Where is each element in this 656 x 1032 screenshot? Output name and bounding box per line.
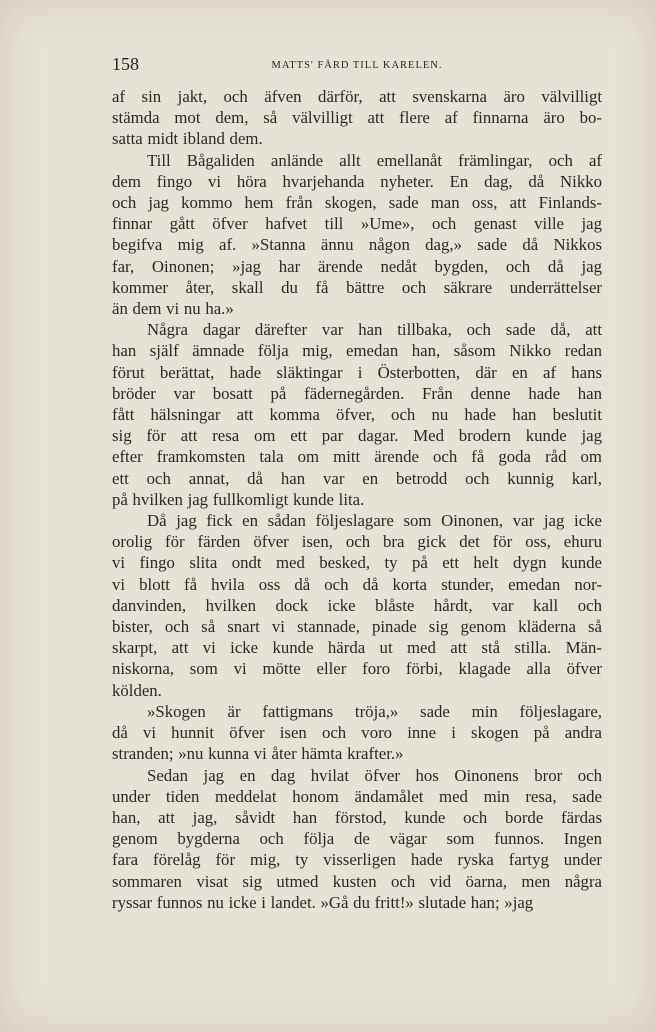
text-line: vi fingo slita ondt med besked, ty på ett helt dygn kunde: [112, 553, 602, 573]
paragraph: [112, 765, 602, 913]
text-line: Några dagar därefter var han tillbaka, och sade då, att: [147, 320, 602, 340]
text-line: fått hälsningar att komma öfver, och nu hade han beslutit: [112, 405, 602, 425]
text-line: under tiden meddelat honom ändamålet med min resa, sade: [112, 786, 602, 806]
text-line: begifva mig af. »Stanna ännu någon dag,» sade då Nikkos: [112, 235, 602, 255]
text-line: stranden; »nu kunna vi åter hämta krafter.»: [112, 744, 404, 764]
text-line: Då jag fick en sådan följeslagare som Oinonen, var jag icke: [147, 511, 602, 531]
text-line: finnar gått öfver hafvet till »Ume», och genast ville jag: [112, 214, 602, 234]
text-line: sommaren visat sig utmed kusten och vid öarna, men några: [112, 871, 602, 891]
text-line: stämda mot dem, så välvilligt att flere af finnarna äro bo-: [112, 108, 602, 128]
text-line: fara förelåg för mig, ty visserligen hade ryska fartyg under: [112, 850, 602, 870]
text-line: far, Oinonen; »jag har ärende nedåt bygden, och då jag: [112, 256, 602, 276]
text-line: dem fingo vi höra hvarjehanda nyheter. En dag, då Nikko: [112, 171, 602, 191]
page-number: 158: [112, 54, 139, 74]
running-title: MATTS' FÄRD TILL KARELEN.: [271, 60, 443, 71]
text-line: efter framkomsten tala om mitt ärende och få goda råd om: [112, 447, 602, 467]
text-line: skarpt, att vi icke kunde härda ut med att stå stilla. Män-: [112, 638, 602, 658]
text-line: han, att jag, såvidt han förstod, kunde och borde färdas: [112, 807, 602, 827]
text-line: af sin jakt, och äfven därför, att svenskarna äro välvilligt: [112, 87, 602, 106]
text-line: satta midt ibland dem.: [112, 129, 263, 149]
text-line: sig för att resa om ett par dagar. Med brodern kunde jag: [112, 426, 602, 446]
paragraph: [112, 319, 602, 510]
body-text: [112, 86, 602, 913]
text-line: niskorna, som vi mötte eller foro förbi, klagade alla öfver: [112, 659, 602, 679]
text-line: genom bygderna och följa de vägar som funnos. Ingen: [112, 829, 602, 849]
text-line: Sedan jag en dag hvilat öfver hos Oinonens bror och: [147, 765, 602, 785]
paragraph: [112, 150, 602, 320]
paragraph: [112, 701, 602, 765]
text-line: på hvilken jag fullkomligt kunde lita.: [112, 489, 365, 509]
text-line: och jag kommo hem från skogen, sade man oss, att Finlands-: [112, 193, 602, 213]
text-line: bröder var bosatt på fädernegården. Från denne hade han: [112, 383, 602, 403]
text-line: »Skogen är fattigmans tröja,» sade min följeslagare,: [147, 701, 602, 721]
paragraph: [112, 86, 602, 150]
text-line: förut berättat, hade släktingar i Österbotten, där en af hans: [112, 362, 602, 382]
text-line: än dem vi nu ha.»: [112, 299, 234, 319]
text-line: bister, och så snart vi stannade, pinade sig genom kläderna så: [112, 617, 602, 637]
text-line: kommer åter, skall du få bättre och säkrare underrättelser: [112, 277, 602, 297]
text-line: danvinden, hvilken dock icke blåste hårdt, var kall och: [112, 595, 602, 615]
text-line: ryssar funnos nu icke i landet. »Gå du fritt!» slutade han; »jag: [112, 892, 534, 912]
text-line: ett och annat, då han var en betrodd och kunnig karl,: [112, 468, 602, 488]
paragraph: [112, 510, 602, 701]
text-line: Till Bågaliden anlände allt emellanåt främlingar, och af: [147, 150, 602, 170]
text-line: han själf ämnade följa mig, emedan han, såsom Nikko redan: [112, 341, 602, 361]
page-header: [112, 54, 602, 78]
text-line: då vi hunnit öfver isen och voro inne i skogen på andra: [112, 723, 602, 743]
text-line: vi blott få hvila oss då och då korta stunder, emedan nor-: [112, 574, 602, 594]
text-line: kölden.: [112, 680, 162, 700]
text-line: orolig för färden öfver isen, och bra gick det för oss, ehuru: [112, 532, 602, 552]
